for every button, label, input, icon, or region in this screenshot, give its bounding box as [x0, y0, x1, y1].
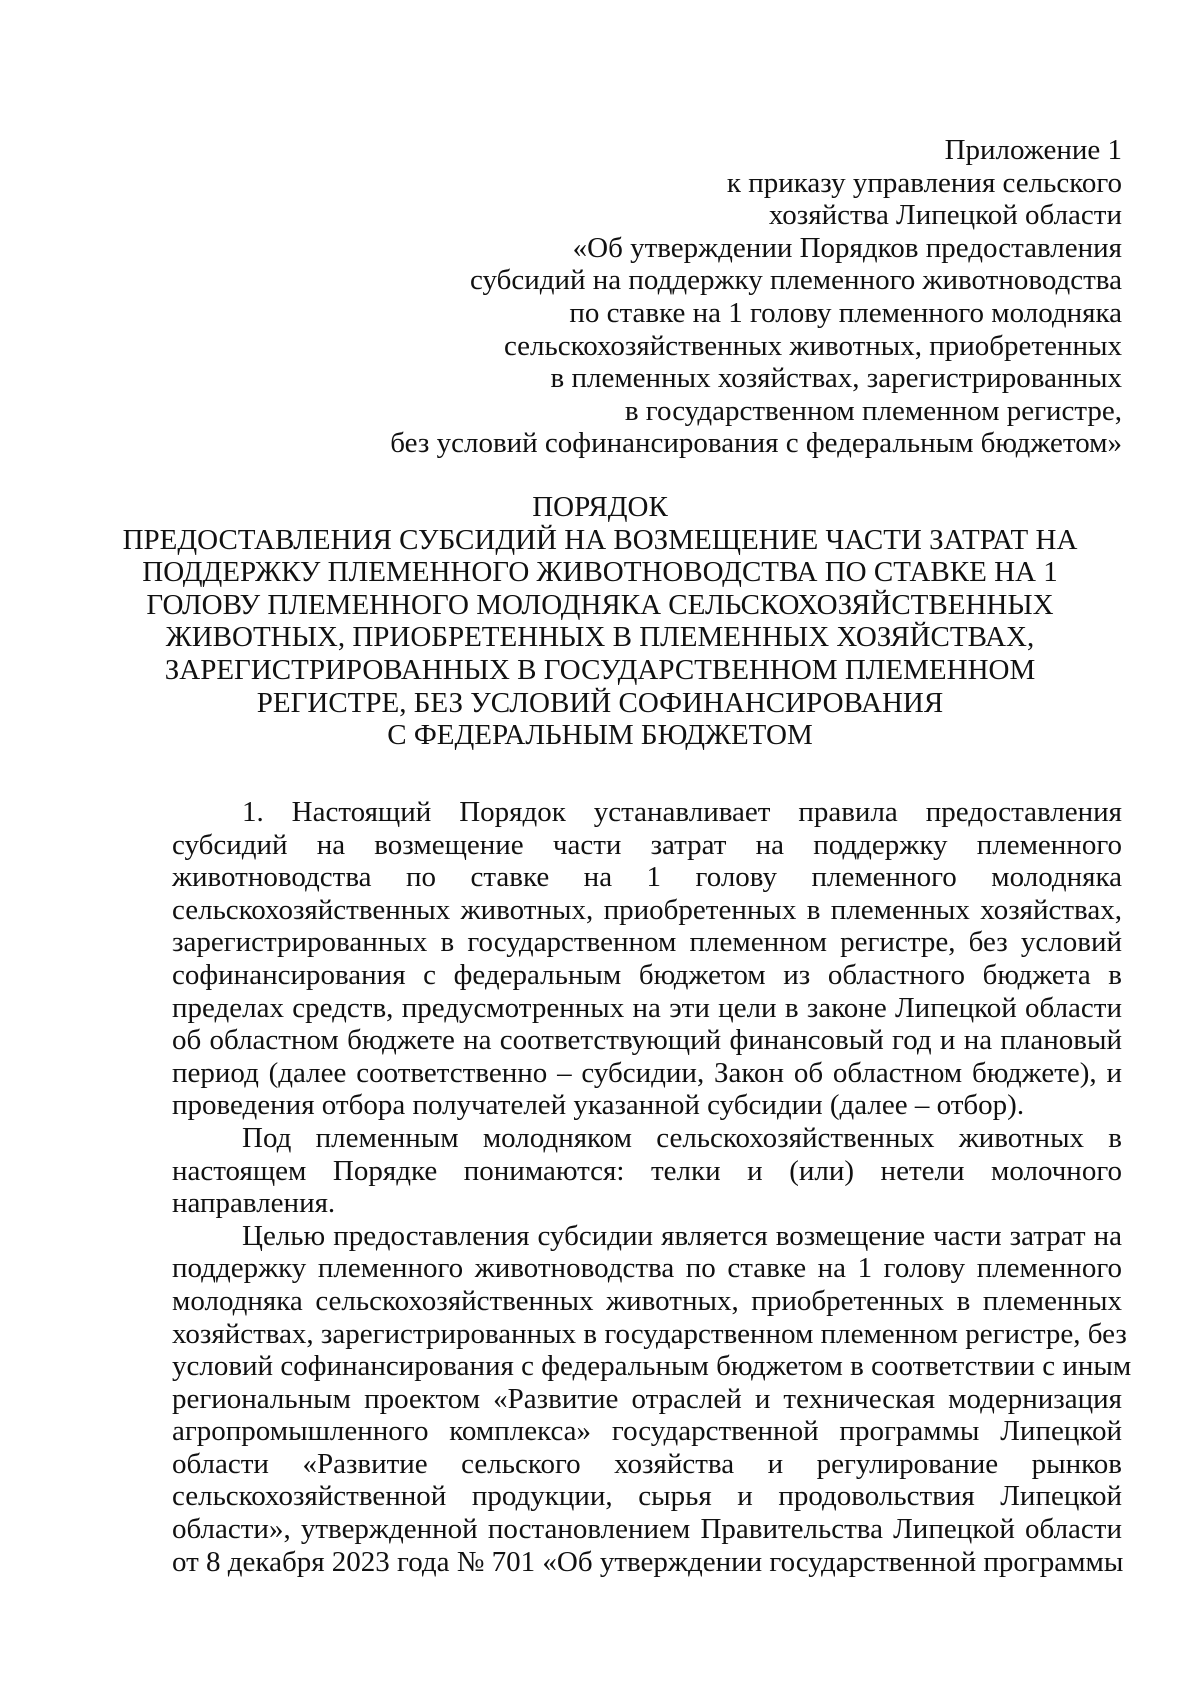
body-line: 1. Настоящий Порядок устанавливает правила предоставления [242, 796, 1122, 828]
title-line: ЖИВОТНЫХ, ПРИОБРЕТЕННЫХ В ПЛЕМЕННЫХ ХОЗЯЙСТВАХ, [165, 621, 1035, 654]
title-line: ПРЕДОСТАВЛЕНИЯ СУБСИДИЙ НА ВОЗМЕЩЕНИЕ ЧАСТИ ЗАТРАТ НА [122, 523, 1078, 556]
body-line: настоящем Порядке понимаются: телки и (или) нетели молочного [172, 1154, 1122, 1187]
annex-line: в племенных хозяйствах, зарегистрированных [550, 362, 1122, 395]
body-line: период (далее соответственно – субсидии, Закон об областном бюджете), и [172, 1056, 1122, 1089]
body-line: проведения отбора получателей указанной субсидии (далее – отбор). [172, 1089, 1025, 1122]
body-line: сельскохозяйственных животных, приобретенных в племенных хозяйствах, [172, 893, 1122, 926]
annex-line: к приказу управления сельского [726, 166, 1122, 199]
annex-header [322, 134, 1122, 460]
body-line: сельскохозяйственной продукции, сырья и продовольствия Липецкой [172, 1480, 1122, 1513]
body-line: региональным проектом «Развитие отраслей и техническая модернизация [172, 1382, 1122, 1415]
annex-line: субсидий на поддержку племенного животноводства [469, 264, 1122, 297]
paragraph-3 [172, 1219, 1132, 1579]
paragraph-1 [172, 796, 1122, 1122]
body-line: Целью предоставления субсидии является возмещение части затрат на [242, 1219, 1122, 1252]
body-line: Под племенным молодняком сельскохозяйственных животных в [242, 1121, 1122, 1154]
body-line: зарегистрированных в государственном племенном регистре, без условий [172, 926, 1122, 959]
annex-line: Приложение 1 [944, 134, 1122, 166]
body-line: области «Развитие сельского хозяйства и регулирование рынков [172, 1447, 1122, 1480]
title-line: С ФЕДЕРАЛЬНЫМ БЮДЖЕТОМ [387, 719, 813, 752]
annex-line: сельскохозяйственных животных, приобретенных [503, 329, 1122, 362]
body-line: от 8 декабря 2023 года № 701 «Об утверждении государственной программы [172, 1545, 1124, 1578]
title-line: ЗАРЕГИСТРИРОВАННЫХ В ГОСУДАРСТВЕННОМ ПЛЕМЕННОМ [164, 653, 1036, 686]
title-line: ГОЛОВУ ПЛЕМЕННОГО МОЛОДНЯКА СЕЛЬСКОХОЗЯЙСТВЕННЫХ [146, 588, 1054, 621]
document-body [172, 796, 1132, 1578]
body-line: условий софинансирования с федеральным бюджетом в соответствии с иным [172, 1350, 1132, 1383]
body-line: пределах средств, предусмотренных на эти цели в законе Липецкой области [172, 991, 1122, 1024]
document-title [100, 491, 1100, 752]
annex-line: по ставке на 1 голову племенного молодняка [569, 296, 1122, 329]
body-line: об областном бюджете на соответствующий финансовый год и на плановый [172, 1024, 1122, 1057]
body-line: молодняка сельскохозяйственных животных, приобретенных в племенных [172, 1284, 1122, 1317]
body-line: поддержку племенного животноводства по ставке на 1 голову племенного [172, 1252, 1122, 1285]
annex-line: «Об утверждении Порядков предоставления [572, 231, 1122, 264]
body-line: области», утвержденной постановлением Правительства Липецкой области [172, 1513, 1122, 1546]
annex-line: без условий софинансирования с федеральным бюджетом» [390, 427, 1122, 460]
title-line: ПОРЯДОК [532, 491, 668, 523]
paragraph-2 [172, 1122, 1122, 1220]
annex-line: в государственном племенном регистре, [624, 394, 1122, 427]
title-line: РЕГИСТРЕ, БЕЗ УСЛОВИЙ СОФИНАНСИРОВАНИЯ [256, 686, 944, 719]
body-line: направления. [172, 1187, 336, 1220]
body-line: хозяйствах, зарегистрированных в государственном племенном регистре, без [172, 1317, 1127, 1350]
body-line: софинансирования с федеральным бюджетом из областного бюджета в [172, 958, 1122, 991]
body-line: субсидий на возмещение части затрат на поддержку племенного [172, 828, 1122, 861]
body-line: животноводства по ставке на 1 голову племенного молодняка [172, 861, 1122, 894]
title-line: ПОДДЕРЖКУ ПЛЕМЕННОГО ЖИВОТНОВОДСТВА ПО СТАВКЕ НА 1 [142, 556, 1058, 589]
body-line: агропромышленного комплекса» государственной программы Липецкой [172, 1415, 1122, 1448]
annex-line: хозяйства Липецкой области [768, 199, 1122, 232]
